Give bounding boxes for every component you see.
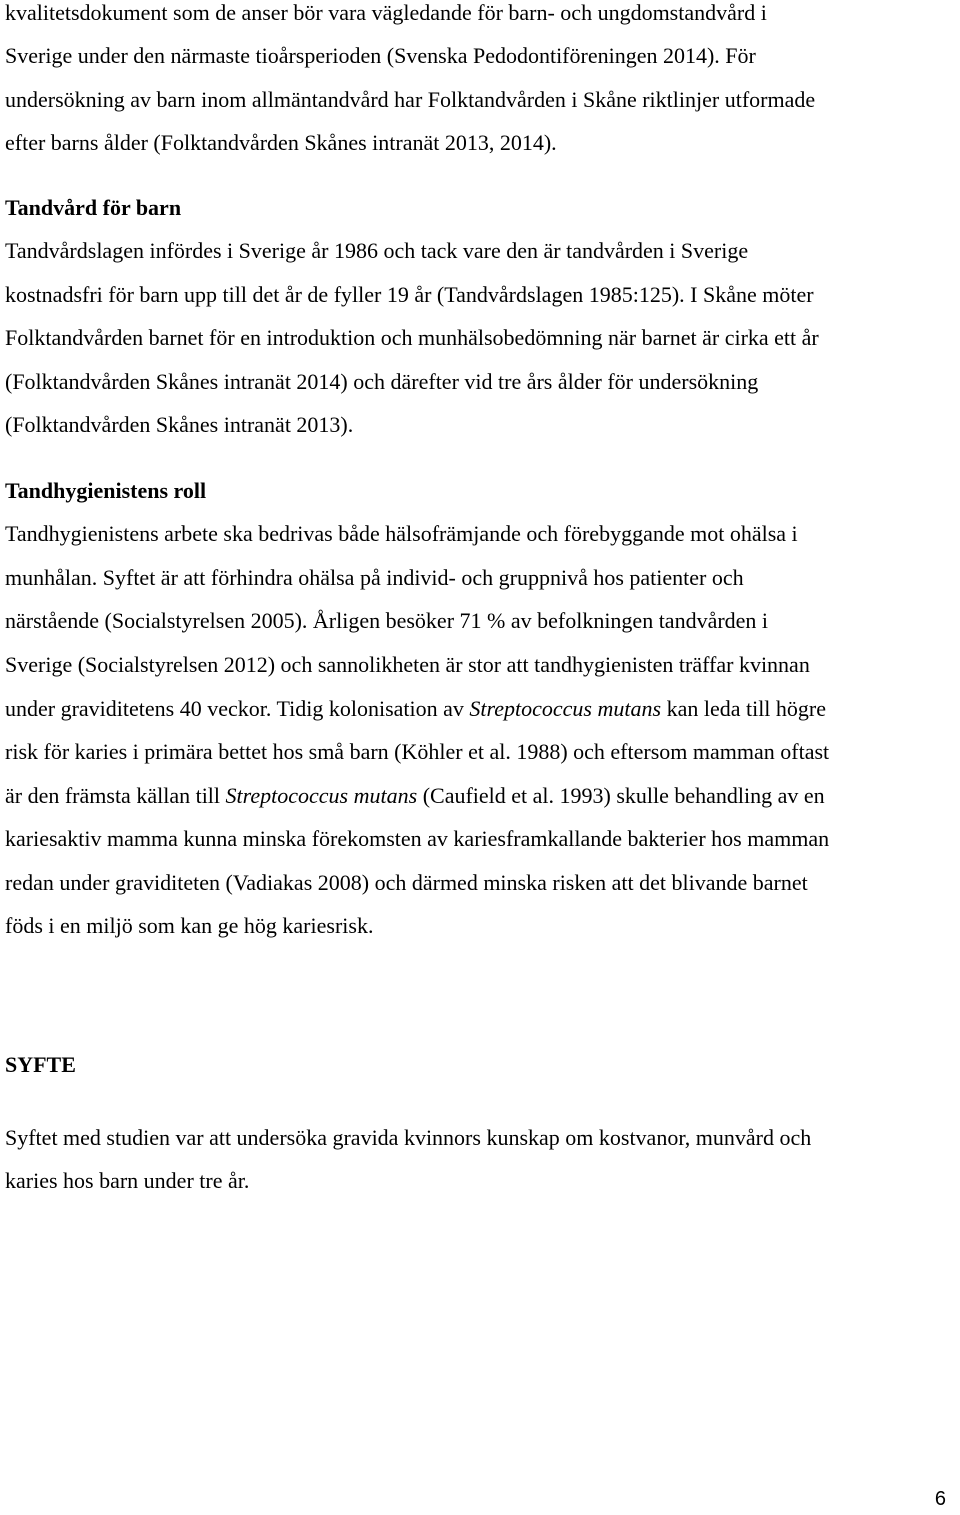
roll-line-5-text: under graviditetens 40 veckor. Tidig kolonisation av [5,696,464,721]
barn-line-2: kostnadsfri för barn upp till det år de fyller 19 år (Tandvårdslagen 1985:125). I Skåne möter [5,282,814,307]
heading-tandvard-for-barn: Tandvård för barn [5,195,182,220]
species-name: Streptococcus mutans [469,696,662,721]
barn-line-3: Folktandvården barnet för en introduktion och munhälsobedömning när barnet är cirka ett år [5,325,819,350]
intro-line-3: undersökning av barn inom allmäntandvård har Folktandvården i Skåne riktlinjer utformade [5,87,816,112]
syfte-line-2: karies hos barn under tre år. [5,1168,250,1193]
barn-line-4: (Folktandvården Skånes intranät 2014) och därefter vid tre års ålder för undersökning [5,369,759,394]
roll-line-2: munhålan. Syftet är att förhindra ohälsa på individ- och gruppnivå hos patienter och [5,565,744,590]
roll-line-8: kariesaktiv mamma kunna minska förekomsten av kariesframkallande bakterier hos mamman [5,826,830,851]
roll-line-5-end: kan leda till högre [666,696,827,721]
barn-line-1: Tandvårdslagen infördes i Sverige år 1986 och tack vare den är tandvården i Sverige [5,238,749,263]
roll-line-7 [5,783,825,809]
species-name: Streptococcus mutans [225,783,418,808]
heading-tandhygienistens-roll: Tandhygienistens roll [5,478,207,503]
heading-syfte: SYFTE [5,1052,76,1077]
roll-line-7-start: är den främsta källan till [5,783,221,808]
roll-line-10: föds i en miljö som kan ge hög kariesrisk. [5,913,374,938]
page-number: 6 [934,1488,946,1510]
roll-line-6: risk för karies i primära bettet hos små barn (Köhler et al. 1988) och eftersom mamman oftast [5,739,830,764]
intro-line-1: kvalitetsdokument som de anser bör vara vägledande för barn- och ungdomstandvård i [5,0,767,25]
intro-line-2: Sverige under den närmaste tioårsperioden (Svenska Pedodontiföreningen 2014). För [5,43,756,68]
syfte-line-1: Syftet med studien var att undersöka gravida kvinnors kunskap om kostvanor, munvård och [5,1125,812,1150]
roll-line-1: Tandhygienistens arbete ska bedrivas både hälsofrämjande och förebyggande mot ohälsa i [5,521,798,546]
roll-line-9: redan under graviditeten (Vadiakas 2008) och därmed minska risken att det blivande barnet [5,870,808,895]
intro-line-4: efter barns ålder (Folktandvården Skånes intranät 2013, 2014). [5,130,557,155]
barn-line-5: (Folktandvården Skånes intranät 2013). [5,412,354,437]
roll-line-5 [5,696,826,722]
roll-line-3: närstående (Socialstyrelsen 2005). Årligen besöker 71 % av befolkningen tandvården i [5,608,769,633]
roll-line-4: Sverige (Socialstyrelsen 2012) och sannolikheten är stor att tandhygienisten träffar kvinnan [5,652,810,677]
roll-line-7-end: (Caufield et al. 1993) skulle behandling av en [422,783,825,808]
